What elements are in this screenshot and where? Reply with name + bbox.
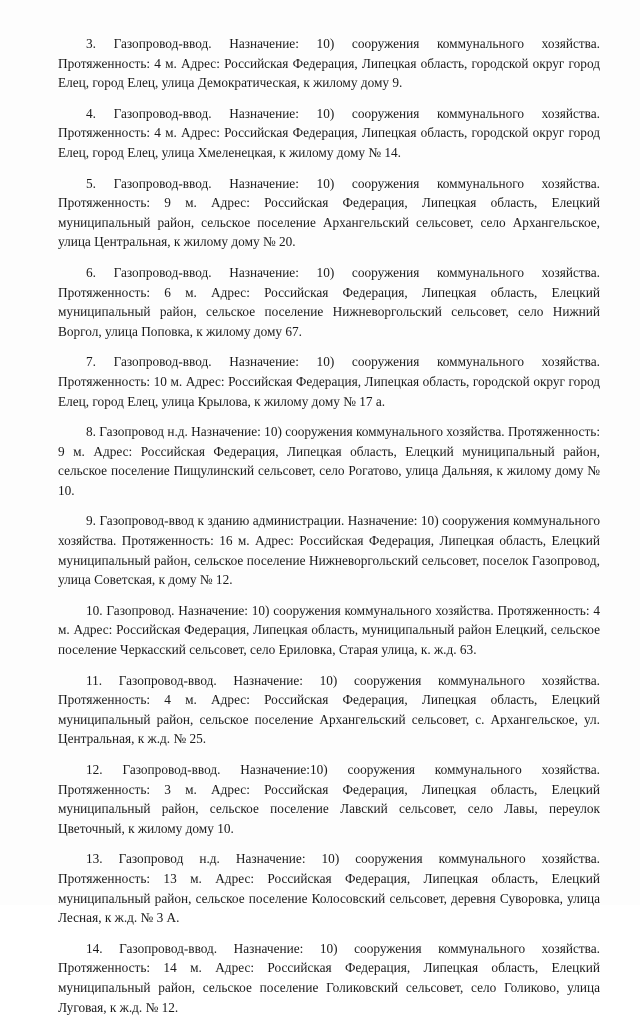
list-item: 5. Газопровод-ввод. Назначение: 10) сооружения коммунального хозяйства. Протяженность: 9 м. Адрес: Российская Федерация, Липецкая область, Елецкий муниципальный район, сельское поселение Архангельский сельсовет, село Архангельское, улица Центральная, к жилому дому № 20. [58,175,600,250]
list-item: 13. Газопровод н.д. Назначение: 10) сооружения коммунального хозяйства. Протяженность: 13 м. Адрес: Российская Федерация, Липецкая область, Елецкий муниципальный район, сельское поселение Колосовский сельсовет, деревня Суворовка, улица Лесная, к ж.д. № 3 А. [58,851,600,926]
list-item: 6. Газопровод-ввод. Назначение: 10) сооружения коммунального хозяйства. Протяженность: 6 м. Адрес: Российская Федерация, Липецкая область, Елецкий муниципальный район, сельское поселение Нижневоргольский сельсовет, село Нижний Воргол, улица Поповка, к жилому дому 67. [58,264,600,339]
list-item: 12. Газопровод-ввод. Назначение:10) сооружения коммунального хозяйства. Протяженность: 3 м. Адрес: Российская Федерация, Липецкая область, Елецкий муниципальный район, сельское поселение Лавский сельсовет, село Лавы, переулок Цветочный, к жилому дому 10. [58,762,600,836]
list-item: 11. Газопровод-ввод. Назначение: 10) сооружения коммунального хозяйства. Протяженность: 4 м. Адрес: Российская Федерация, Липецкая область, Елецкий муниципальный район, сельское поселение Архангельский сельсовет, с. Архангельское, ул. Центральная, к ж.д. № 25. [58,672,600,747]
list-item: 8. Газопровод н.д. Назначение: 10) сооружения коммунального хозяйства. Протяженность: 9 м. Адрес: Российская Федерация, Липецкая область, Елецкий муниципальный район, сельское поселение Пищулинский сельсовет, село Рогатово, улица Дальняя, к жилому дому № 10. [58,424,601,498]
list-item: 9. Газопровод-ввод к зданию администрации. Назначение: 10) сооружения коммунального хозяйства. Протяженность: 16 м. Адрес: Российская Федерация, Липецкая область, Елецкий муниципальный район, сельское поселение Нижневоргольский сельсовет, поселок Газопровод, улица Советская, к дому № 12. [58,513,600,588]
list-item: 10. Газопровод. Назначение: 10) сооружения коммунального хозяйства. Протяженность: 4 м. Адрес: Российская Федерация, Липецкая область, муниципальный район Елецкий, сельское поселение Черкасский сельсовет, село Ериловка, Старая улица, к. ж.д. 63. [58,602,600,658]
document-body [58,34,600,1028]
list-item: 4. Газопровод-ввод. Назначение: 10) сооружения коммунального хозяйства. Протяженность: 4 м. Адрес: Российская Федерация, Липецкая область, городской округ город Елец, город Елец, улица Хмеленецкая, к жилому дому № 14. [58,105,600,160]
list-item: 7. Газопровод-ввод. Назначение: 10) сооружения коммунального хозяйства. Протяженность: 10 м. Адрес: Российская Федерация, Липецкая область, городской округ город Елец, город Елец, улица Крылова, к жилому дому № 17 а. [58,354,600,409]
list-item: 14. Газопровод-ввод. Назначение: 10) сооружения коммунального хозяйства. Протяженность: 14 м. Адрес: Российская Федерация, Липецкая область, Елецкий муниципальный район, сельское поселение Голиковский сельсовет, село Голиково, улица Луговая, к ж.д. № 12. [58,940,600,1015]
list-item: 3. Газопровод-ввод. Назначение: 10) сооружения коммунального хозяйства. Протяженность: 4 м. Адрес: Российская Федерация, Липецкая область, городской округ город Елец, город Елец, улица Демократическая, к жилому дому 9. [58,36,600,91]
